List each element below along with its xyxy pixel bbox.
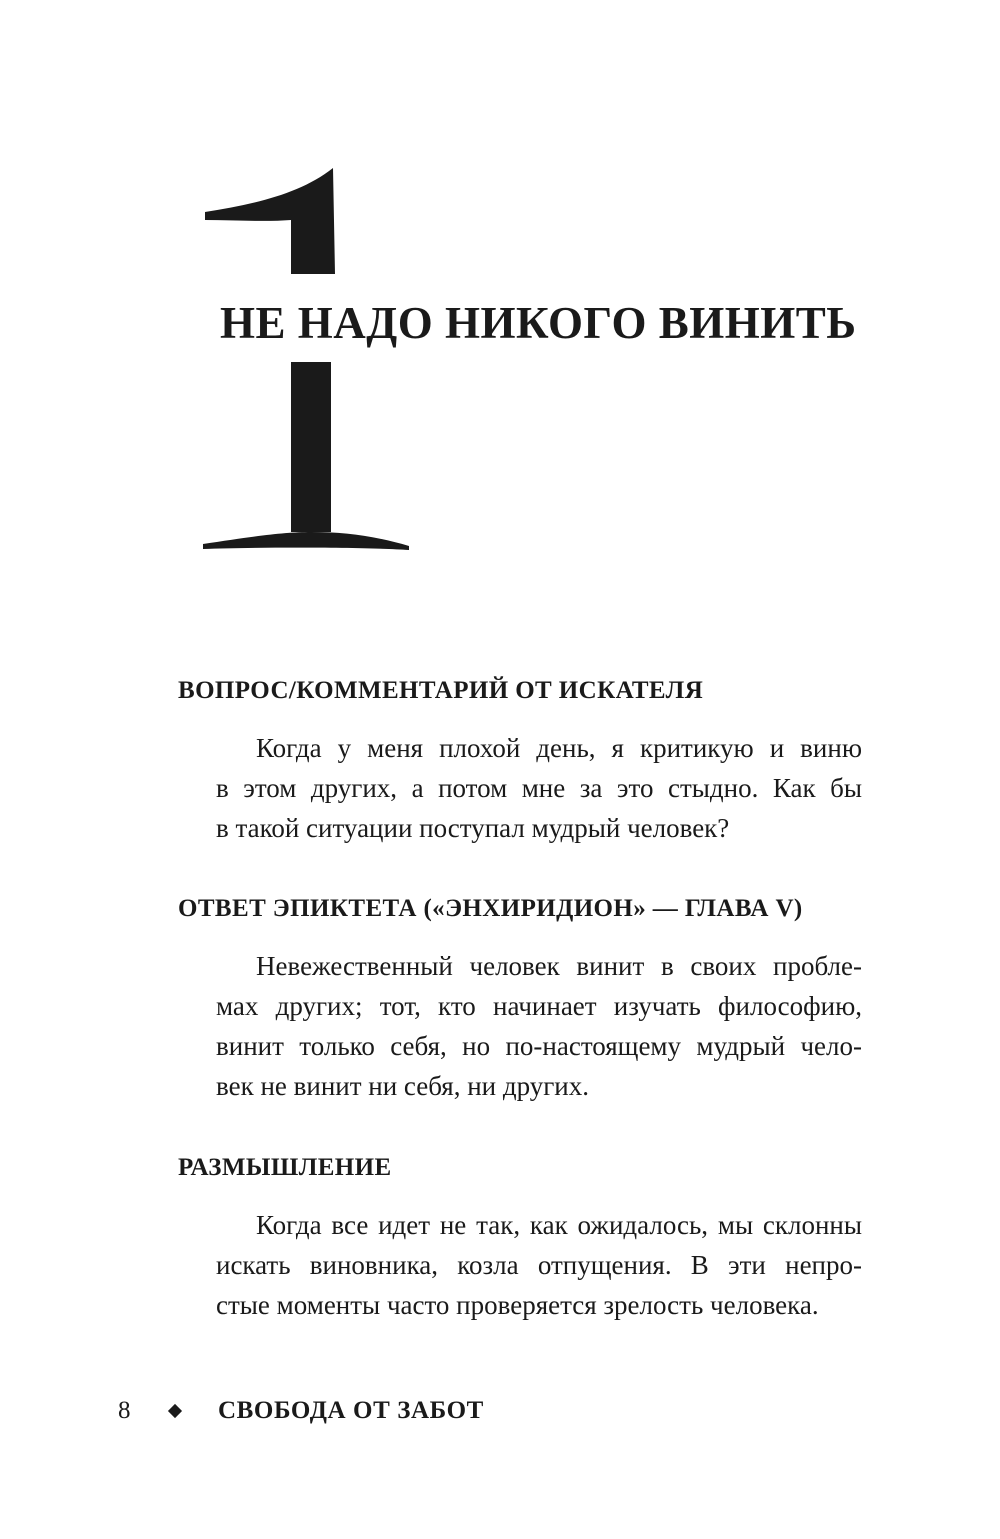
chapter-number-numeral: [195, 160, 415, 560]
chapter-title: НЕ НАДО НИКОГО ВИНИТЬ: [218, 298, 863, 348]
paragraph-line: в такой ситуации поступал мудрый человек?: [216, 813, 730, 843]
diamond-icon: [168, 1404, 182, 1418]
running-title: СВОБОДА ОТ ЗАБОТ: [218, 1397, 484, 1424]
paragraph-reflection: [216, 1205, 862, 1325]
paragraph-question: [216, 728, 862, 848]
section-heading-answer: ОТВЕТ ЭПИКТЕТА («ЭНХИРИДИОН» — ГЛАВА V): [178, 895, 803, 922]
section-heading-question: ВОПРОС/КОММЕНТАРИЙ ОТ ИСКАТЕЛЯ: [178, 677, 704, 704]
paragraph-line: стые моменты часто проверяется зрелость человека.: [216, 1290, 819, 1320]
paragraph-line: винит только себя, но по-настоящему мудрый чело-: [216, 1031, 862, 1061]
paragraph-line: Когда у меня плохой день, я критикую и виню: [256, 733, 862, 763]
paragraph-line: мах других; тот, кто начинает изучать философию,: [216, 991, 862, 1021]
page-number: 8: [118, 1397, 131, 1424]
paragraph-line: искать виновника, козла отпущения. В эти непро-: [216, 1250, 862, 1280]
section-heading-reflection: РАЗМЫШЛЕНИЕ: [178, 1154, 392, 1181]
paragraph-line: Когда все идет не так, как ожидалось, мы склонны: [256, 1210, 862, 1240]
paragraph-line: в этом других, а потом мне за это стыдно. Как бы: [216, 773, 862, 803]
paragraph-line: век не винит ни себя, ни других.: [216, 1071, 590, 1101]
paragraph-line: Невежественный человек винит в своих пробле-: [256, 951, 862, 981]
page-footer: [118, 1395, 484, 1427]
paragraph-answer: [216, 946, 862, 1106]
